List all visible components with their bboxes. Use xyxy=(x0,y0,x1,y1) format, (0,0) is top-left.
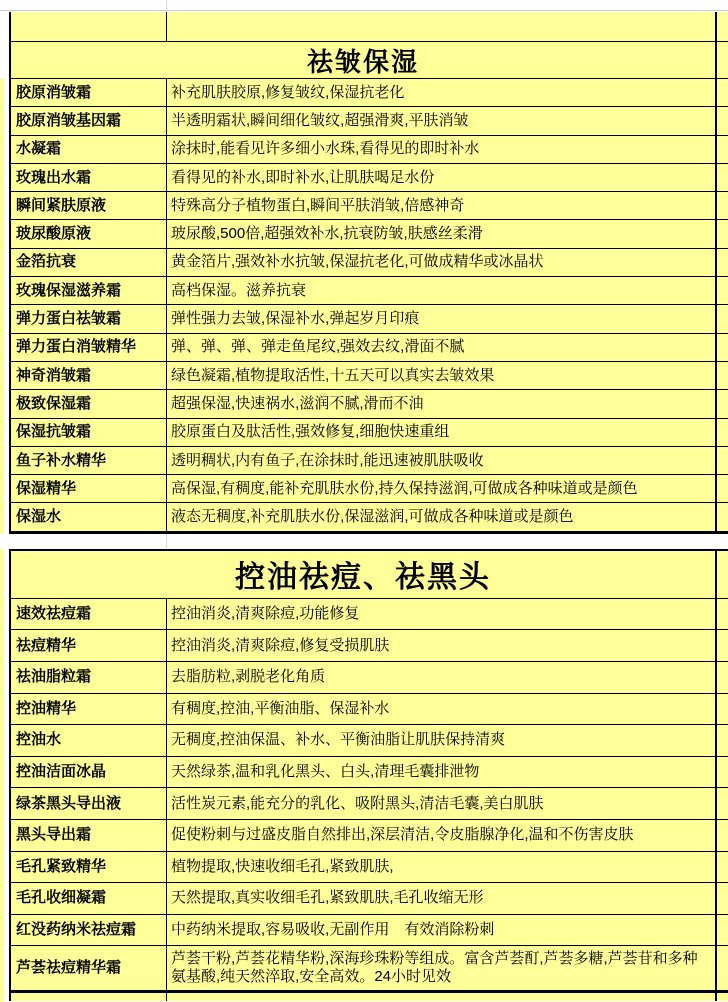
outside-column-fill xyxy=(717,164,728,191)
section-title-row xyxy=(11,551,728,599)
product-name: 祛痘精华 xyxy=(16,636,77,654)
outside-column-fill xyxy=(717,334,728,361)
product-name-cell[interactable] xyxy=(11,447,167,474)
product-description: 看得见的补水,即时补水,让肌肤喝足水份 xyxy=(171,168,435,186)
table-row xyxy=(11,164,728,192)
product-description: 无稠度,控油保温、补水、平衡油脂让肌肤保持清爽 xyxy=(171,731,506,749)
product-name: 控油洁面冰晶 xyxy=(16,763,107,781)
product-name-cell[interactable] xyxy=(11,757,167,788)
product-description: 涂抹时,能看见许多细小水珠,看得见的即时补水 xyxy=(171,140,480,158)
product-name-cell[interactable] xyxy=(11,946,167,990)
empty-header-desc-cell[interactable] xyxy=(167,12,717,41)
section-title[interactable]: 控油祛痘、祛黑头 xyxy=(11,551,717,598)
product-description: 特殊高分子植物蛋白,瞬间平肤消皱,倍感神奇 xyxy=(171,196,465,214)
product-name-cell[interactable] xyxy=(11,599,167,630)
product-description: 控油消炎,清爽除痘,修复受损肌肤 xyxy=(171,636,390,654)
table-oilcontrol-acne-blackhead xyxy=(9,549,728,994)
product-description: 控油消炎,清爽除痘,功能修复 xyxy=(171,605,360,623)
table-row xyxy=(11,630,728,662)
product-name-cell[interactable] xyxy=(11,164,167,191)
outside-column-fill xyxy=(717,447,728,474)
product-desc-cell[interactable] xyxy=(167,107,717,134)
faint-gridline-horizontal xyxy=(0,10,728,11)
product-name: 祛油脂粒霜 xyxy=(16,668,92,686)
outside-column-fill xyxy=(717,305,728,332)
table-row xyxy=(11,788,728,820)
product-desc-cell[interactable] xyxy=(167,788,717,819)
table-row xyxy=(11,852,728,884)
product-name: 毛孔收细凝霜 xyxy=(16,889,107,907)
product-name-cell[interactable] xyxy=(11,788,167,819)
product-description: 高档保湿。滋养抗衰 xyxy=(171,281,307,299)
product-desc-cell[interactable] xyxy=(167,599,717,630)
product-desc-cell[interactable] xyxy=(167,883,717,914)
outside-column-fill xyxy=(717,136,728,163)
product-name-cell[interactable] xyxy=(11,249,167,276)
product-desc-cell[interactable] xyxy=(167,852,717,883)
product-desc-cell[interactable] xyxy=(167,820,717,851)
table-row xyxy=(11,334,728,362)
product-name: 黑头导出霜 xyxy=(16,826,92,844)
empty-header-row xyxy=(11,12,728,42)
product-description: 玻尿酸,500倍,超强效补水,抗衰防皱,肤感丝柔滑 xyxy=(171,225,483,243)
product-name: 弹力蛋白祛皱霜 xyxy=(16,310,122,328)
product-name: 弹力蛋白消皱精华 xyxy=(16,338,137,356)
product-desc-cell[interactable] xyxy=(167,164,717,191)
product-rows xyxy=(11,599,728,992)
product-desc-cell[interactable] xyxy=(167,305,717,332)
table-row xyxy=(11,475,728,503)
product-name: 玫瑰保湿滋养霜 xyxy=(16,281,122,299)
outside-column-fill xyxy=(717,362,728,389)
table-row xyxy=(11,662,728,694)
product-description: 弹、弹、弹、弹走鱼尾纹,强效去纹,滑面不腻 xyxy=(171,338,465,356)
outside-column-fill xyxy=(717,820,728,851)
product-name: 毛孔紧致精华 xyxy=(16,857,107,875)
product-rows xyxy=(11,79,728,532)
product-description: 半透明霜状,瞬间细化皱纹,超强滑爽,平肤消皱 xyxy=(171,111,469,129)
outside-column-fill xyxy=(717,277,728,304)
product-desc-cell[interactable] xyxy=(167,136,717,163)
outside-column-fill xyxy=(717,757,728,788)
product-name-cell[interactable] xyxy=(11,915,167,946)
section-title[interactable]: 祛皱保湿 xyxy=(11,42,717,78)
product-name-cell[interactable] xyxy=(11,662,167,693)
outside-column-fill xyxy=(717,883,728,914)
product-name: 水凝霜 xyxy=(16,140,62,158)
product-name-cell[interactable] xyxy=(11,79,167,106)
table-row xyxy=(11,107,728,135)
product-desc-cell[interactable] xyxy=(167,390,717,417)
table-row xyxy=(11,362,728,390)
top-margin-strip xyxy=(0,0,728,12)
product-name-cell[interactable] xyxy=(11,694,167,725)
product-desc-cell[interactable] xyxy=(167,475,717,502)
partial-desc-cell[interactable] xyxy=(167,993,717,1001)
outside-column-fill xyxy=(717,12,728,41)
product-name: 保湿精华 xyxy=(16,479,77,497)
faint-gridline-vertical xyxy=(166,0,167,10)
table-row xyxy=(11,277,728,305)
product-desc-cell[interactable] xyxy=(167,630,717,661)
outside-column-fill xyxy=(717,419,728,446)
product-name-cell[interactable] xyxy=(11,192,167,219)
product-desc-cell[interactable] xyxy=(167,192,717,219)
outside-column-fill xyxy=(717,599,728,630)
table-row xyxy=(11,725,728,757)
product-name: 鱼子补水精华 xyxy=(16,451,107,469)
product-name-cell[interactable] xyxy=(11,503,167,530)
table-row xyxy=(11,503,728,531)
table-row xyxy=(11,694,728,726)
product-name-cell[interactable] xyxy=(11,390,167,417)
table-row xyxy=(11,915,728,947)
product-desc-cell[interactable] xyxy=(167,334,717,361)
table-row xyxy=(11,192,728,220)
product-name-cell[interactable] xyxy=(11,725,167,756)
product-name-cell[interactable] xyxy=(11,883,167,914)
product-description: 植物提取,快速收细毛孔,紧致肌肤, xyxy=(171,857,394,875)
empty-header-name-cell[interactable] xyxy=(11,12,167,41)
table-row xyxy=(11,946,728,991)
table-row xyxy=(11,419,728,447)
product-description: 胶原蛋白及肽活性,强效修复,细胞快速重组 xyxy=(171,423,450,441)
outside-column-fill xyxy=(717,993,728,1001)
outside-column-fill xyxy=(717,192,728,219)
table-row xyxy=(11,447,728,475)
product-name-cell[interactable] xyxy=(11,419,167,446)
product-desc-cell[interactable] xyxy=(167,220,717,247)
product-name-cell[interactable] xyxy=(11,852,167,883)
outside-column-fill xyxy=(717,79,728,106)
product-name-cell[interactable] xyxy=(11,630,167,661)
product-desc-cell[interactable] xyxy=(167,725,717,756)
product-description: 中药纳米提取,容易吸收,无副作用 有效消除粉刺 xyxy=(171,920,495,938)
product-name-cell[interactable] xyxy=(11,277,167,304)
product-desc-cell[interactable] xyxy=(167,757,717,788)
outside-column-fill xyxy=(717,42,728,78)
outside-column-fill xyxy=(717,220,728,247)
product-desc-cell[interactable] xyxy=(167,362,717,389)
table-gap-strip xyxy=(0,534,728,549)
product-name: 速效祛痘霜 xyxy=(16,605,92,623)
product-desc-cell[interactable] xyxy=(167,277,717,304)
product-description: 天然绿茶,温和乳化黑头、白头,清理毛囊排泄物 xyxy=(171,763,480,781)
outside-column-fill xyxy=(717,390,728,417)
table-row xyxy=(11,220,728,248)
partial-next-table xyxy=(9,993,728,1001)
outside-column-fill xyxy=(717,694,728,725)
product-name: 保湿水 xyxy=(16,508,62,526)
faint-gridline-vertical xyxy=(166,534,167,549)
adjacent-column-fill xyxy=(0,79,4,534)
outside-column-fill xyxy=(717,630,728,661)
product-name: 保湿抗皱霜 xyxy=(16,423,92,441)
table-row xyxy=(11,136,728,164)
product-name-cell[interactable] xyxy=(11,475,167,502)
product-name: 玻尿酸原液 xyxy=(16,225,92,243)
product-description: 促使粉刺与过盛皮脂自然排出,深层清洁,令皮脂腺净化,温和不伤害皮肤 xyxy=(171,826,634,844)
outside-column-fill xyxy=(717,503,728,530)
table-row xyxy=(11,599,728,631)
product-name: 绿茶黑头导出液 xyxy=(16,794,122,812)
table-wrinkle-moisturizing xyxy=(9,12,728,534)
product-desc-cell[interactable] xyxy=(167,503,717,530)
product-name-cell[interactable] xyxy=(11,136,167,163)
product-name-cell[interactable] xyxy=(11,820,167,851)
product-desc-cell[interactable] xyxy=(167,662,717,693)
product-description: 液态无稠度,补充肌肤水份,保湿滋润,可做成各种味道或是颜色 xyxy=(171,508,574,526)
product-description: 黄金箔片,强效补水抗皱,保湿抗老化,可做成精华或冰晶状 xyxy=(171,253,544,271)
product-desc-cell[interactable] xyxy=(167,447,717,474)
outside-column-fill xyxy=(717,852,728,883)
table-row xyxy=(11,883,728,915)
partial-name-cell[interactable] xyxy=(11,993,167,1001)
product-desc-cell[interactable] xyxy=(167,79,717,106)
product-description: 活性炭元素,能充分的乳化、吸附黑头,清洁毛囊,美白肌肤 xyxy=(171,794,544,812)
product-name: 胶原消皱霜 xyxy=(16,83,92,101)
table-row xyxy=(11,305,728,333)
product-name-cell[interactable] xyxy=(11,334,167,361)
product-description: 有稠度,控油,平衡油脂、保湿补水 xyxy=(171,699,390,717)
product-name: 瞬间紧肤原液 xyxy=(16,196,107,214)
product-description: 高保湿,有稠度,能补充肌肤水份,持久保持滋润,可做成各种味道或是颜色 xyxy=(171,479,638,497)
table-row xyxy=(11,390,728,418)
outside-column-fill xyxy=(717,725,728,756)
product-name: 神奇消皱霜 xyxy=(16,366,92,384)
outside-column-fill xyxy=(717,915,728,946)
product-desc-cell[interactable] xyxy=(167,249,717,276)
product-name-cell[interactable] xyxy=(11,107,167,134)
table-row xyxy=(11,249,728,277)
product-description: 芦荟干粉,芦荟花精华粉,深海珍珠粉等组成。富含芦荟酊,芦荟多糖,芦荟苷和多种氨基酸,纯天然淬取,安全高效。24小时见效 xyxy=(171,950,698,986)
product-description: 天然提取,真实收细毛孔,紧致肌肤,毛孔收缩无形 xyxy=(171,889,484,907)
table-row xyxy=(11,79,728,107)
outside-column-fill xyxy=(717,551,728,598)
product-description: 超强保湿,快速祸水,滋润不腻,滑而不油 xyxy=(171,394,424,412)
product-desc-cell[interactable] xyxy=(167,915,717,946)
table-row xyxy=(11,820,728,852)
product-name: 玫瑰出水霜 xyxy=(16,168,92,186)
product-name: 红没药纳米祛痘霜 xyxy=(16,920,137,938)
outside-column-fill xyxy=(717,662,728,693)
outside-column-fill xyxy=(717,788,728,819)
outside-column-fill xyxy=(717,475,728,502)
product-name-cell[interactable] xyxy=(11,362,167,389)
product-name-cell[interactable] xyxy=(11,305,167,332)
product-name: 控油精华 xyxy=(16,699,77,717)
outside-column-fill xyxy=(717,107,728,134)
partial-row xyxy=(11,993,728,1001)
outside-column-fill xyxy=(717,249,728,276)
table-row xyxy=(11,757,728,789)
adjacent-column-fill xyxy=(0,549,4,1002)
outside-column-fill xyxy=(717,946,728,990)
product-description: 透明稠状,内有鱼子,在涂抹时,能迅速被肌肤吸收 xyxy=(171,451,484,469)
product-desc-cell[interactable] xyxy=(167,419,717,446)
section-title-row xyxy=(11,42,728,79)
product-name-cell[interactable] xyxy=(11,220,167,247)
product-description: 去脂肪粒,剥脱老化角质 xyxy=(171,668,326,686)
product-name: 金箔抗衰 xyxy=(16,253,77,271)
product-description: 补充肌肤胶原,修复皱纹,保湿抗老化 xyxy=(171,83,405,101)
product-description: 弹性强力去皱,保湿补水,弹起岁月印痕 xyxy=(171,310,420,328)
product-name: 极致保湿霜 xyxy=(16,394,92,412)
product-name: 控油水 xyxy=(16,731,62,749)
product-name: 胶原消皱基因霜 xyxy=(16,111,122,129)
product-desc-cell[interactable] xyxy=(167,694,717,725)
product-name: 芦荟祛痘精华霜 xyxy=(16,959,122,977)
product-description: 绿色凝霜,植物提取活性,十五天可以真实去皱效果 xyxy=(171,366,495,384)
product-desc-cell[interactable] xyxy=(167,946,717,990)
